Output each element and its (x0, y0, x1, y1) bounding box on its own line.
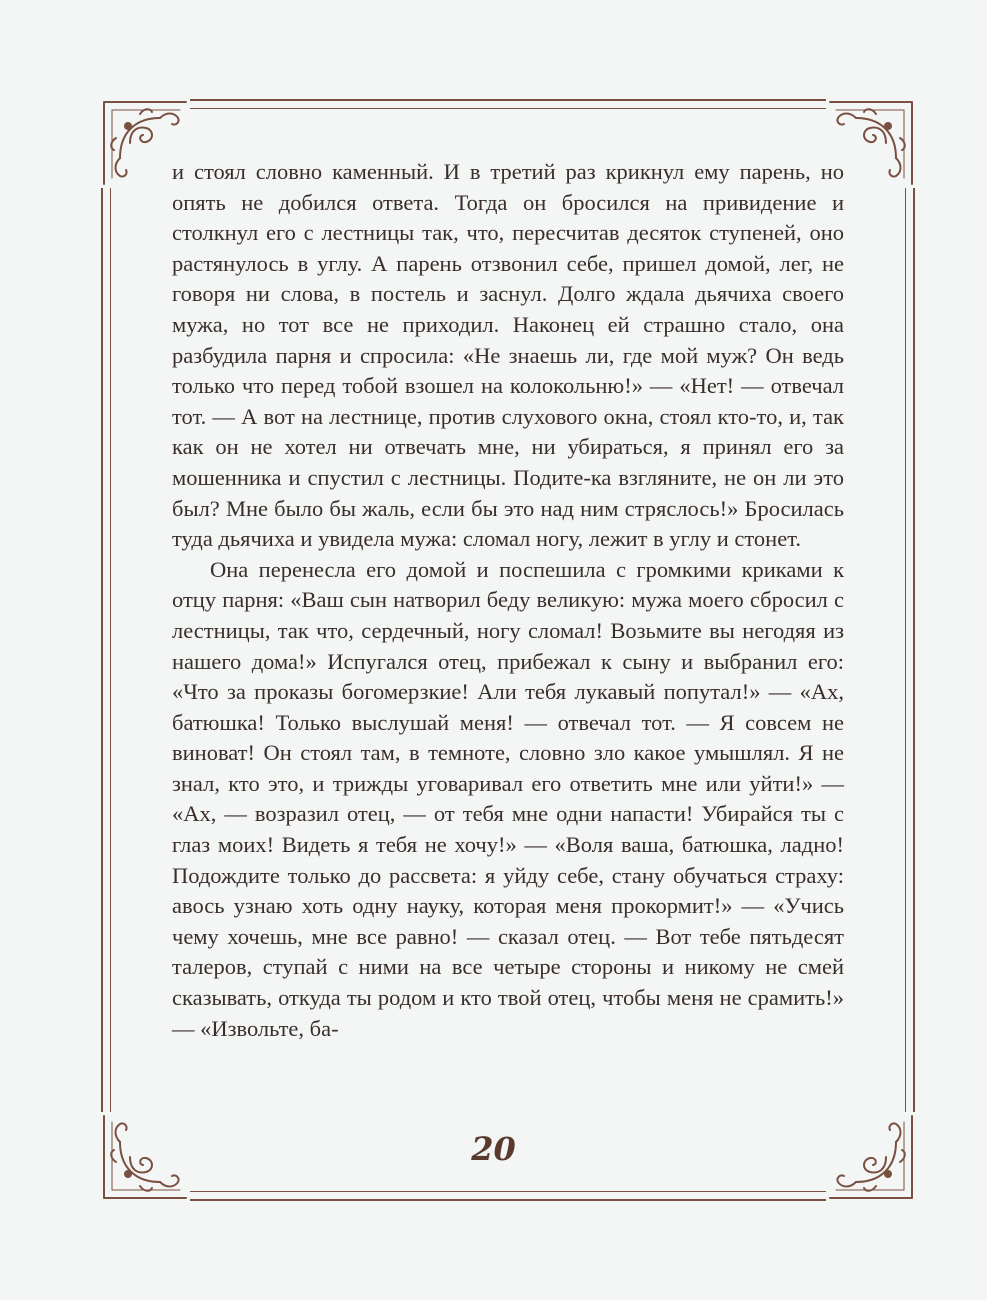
page-number: 20 (471, 1130, 516, 1168)
body-text (172, 157, 844, 1044)
paragraph-2: Она перенесла его домой и поспешила с громкими криками к отцу парня: «Ваш сын натворил беду великую: мужа моего сбросил с лестницы, так что, сердечный, ногу сломал! Возьмите вы негодяя из нашего дома!» Испугался отец, прибежал к сыну и выбранил его: «Что за проказы богомерзкие! Али тебя лукавый попутал!» — «Ах, батюшка! Только выслушай меня! — отвечал тот. — Я совсем не виноват! Он стоял там, в темноте, словно зло какое умышлял. Я не знал, кто это, и трижды уговаривал его ответить мне или уйти!» — «Ах, — возразил отец, — от тебя мне одни напасти! Убирайся ты с глаз моих! Видеть я тебя не хочу!» — «Воля ваша, батюшка, ладно! Подождите только до рассвета: я уйду себе, стану обучаться страху: авось узнаю хоть одну науку, которая меня прокормит!» — «Учись чему хочешь, мне все равно! — сказал отец. — Вот тебе пятьдесят талеров, ступай с ними на все четыре стороны и никому не смей сказывать, откуда ты родом и кто твой отец, чтобы меня не срамить!» — «Извольте, ба- (172, 556, 844, 1041)
paragraph-1: и стоял словно каменный. И в третий раз крикнул ему парень, но опять не добился ответа. Тогда он бросился на привидение и столкнул его с лестницы так, что, пересчитав десяток ступеней, оно растянулось в углу. А парень отзвонил себе, пришел домой, лег, не говоря ни слова, в постель и заснул. Долго ждала дьячиха своего мужа, но тот все не приходил. Наконец ей страшно стало, она разбудила парня и спросила: «Не знаешь ли, где мой муж? Он ведь только что перед тобой взошел на колокольню!» — «Нет! — отвечал тот. — А вот на лестнице, против слухового окна, стоял кто-то, и, так как он не хотел ни отвечать мне, ни убираться, я принял его за мошенника и спустил с лестницы. Подите-ка взгляните, не он ли это был? Мне было бы жаль, если бы это над ним стряслось!» Бросилась туда дьячиха и увидела мужа: сломал ногу, лежит в углу и стонет. (172, 159, 844, 552)
